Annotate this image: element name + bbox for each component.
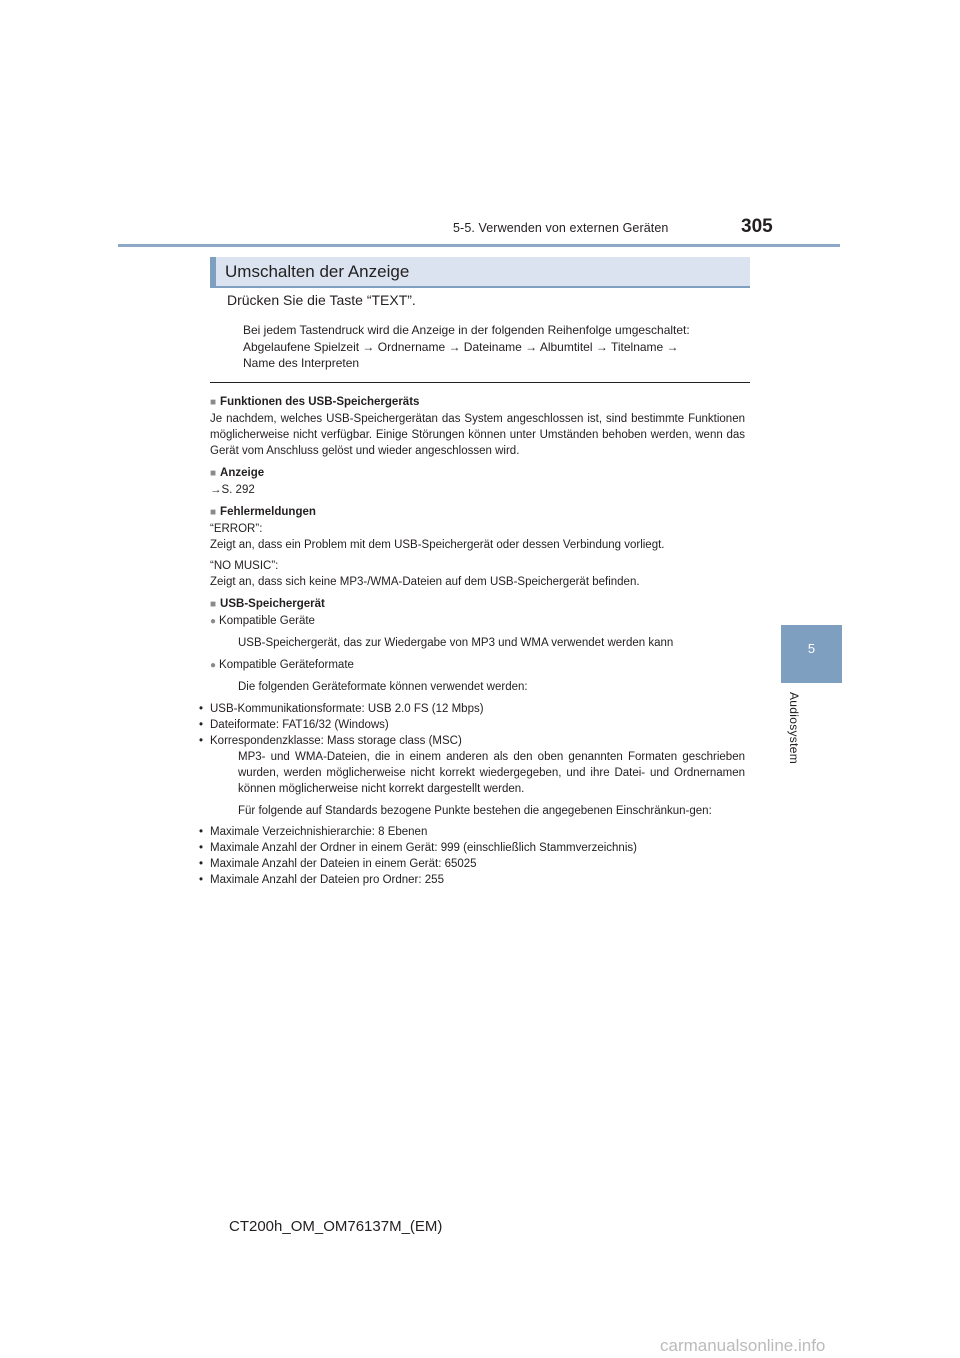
page-number: 305 [741,216,773,237]
format-item: • USB-Kommunikationsformate: USB 2.0 FS (12 Mbps) [210,701,745,717]
error-text: Zeigt an, dass ein Problem mit dem USB-Speichergerät oder dessen Verbindung vorliegt. [210,539,665,551]
note-line: Name des Interpreten [243,356,360,370]
heading-errors: ■ Fehlermeldungen [210,504,745,521]
section-title: Umschalten der Anzeige [225,262,410,281]
chapter-label: Audiosystem [787,692,801,764]
limit-item: • Maximale Verzeichnishierarchie: 8 Ebenen [210,824,745,840]
note-line: Bei jedem Tastendruck wird die Anzeige in der folgenden Reihenfolge umgeschaltet: [243,323,690,337]
formats-intro: Die folgenden Geräteformate können verwendet werden: [238,681,528,693]
format-item: • Korrespondenzklasse: Mass storage class (MSC) [210,733,745,749]
limit-item: • Maximale Anzahl der Ordner in einem Gerät: 999 (einschließlich Stammverzeichnis) [210,840,745,856]
document-code: CT200h_OM_OM76137M_(EM) [229,1218,443,1235]
limits-intro: Für folgende auf Standards bezogene Punkte bestehen die angegebenen Einschränkun-gen: [238,805,712,817]
chapter-number: 5 [807,641,816,656]
compat-formats-label: ● Kompatible Geräteformate [210,657,745,674]
error-code: “ERROR”: [210,523,263,535]
format-item: • Dateiformate: FAT16/32 (Windows) [210,717,745,733]
heading-display: ■ Anzeige [210,465,745,482]
limit-item: • Maximale Anzahl der Dateien in einem Gerät: 65025 [210,856,745,872]
nomusic-text: Zeigt an, dass sich keine MP3-/WMA-Dateien auf dem USB-Speichergerät befinden. [210,576,640,588]
limit-item: • Maximale Anzahl der Dateien pro Ordner: 255 [210,872,745,888]
functions-text: Je nachdem, welches USB-Speichergerätan das System angeschlossen ist, sind bestimmte Funktionen möglicherweise nicht verfügbar. Einige Störungen können unter Umständen behoben werden, wenn das Gerät vom Anschluss gelöst und wieder angeschlossen wird. [210,413,745,457]
content-body [210,394,745,888]
running-header-section: 5-5. Verwenden von externen Geräten [453,221,669,235]
section-divider [210,382,750,383]
section-title-accent [210,257,216,288]
nomusic-code: “NO MUSIC”: [210,560,279,572]
heading-usb: ■ USB-Speichergerät [210,596,745,613]
instruction-note [243,322,743,372]
display-ref: →S. 292 [210,484,255,496]
compat-devices-text: USB-Speichergerät, das zur Wiedergabe von MP3 und WMA verwendet werden kann [238,637,674,649]
instruction-text: Drücken Sie die Taste “TEXT”. [227,292,416,308]
header-rule [118,244,840,247]
note-line: Abgelaufene Spielzeit → Ordnername → Dateiname → Albumtitel → Titelname → [243,339,679,354]
formats-note: MP3- und WMA-Dateien, die in einem anderen als den oben genannten Formaten geschrieben wurden, werden möglicherweise nicht korrekt wiedergegeben, und ihre Datei- und Ordnernamen können möglicherweise nicht korrekt dargestellt werden. [238,751,745,795]
heading-functions: ■ Funktionen des USB-Speichergeräts [210,394,745,411]
compat-devices-label: ● Kompatible Geräte [210,613,745,630]
watermark: carmanualsonline.info [660,1336,826,1355]
